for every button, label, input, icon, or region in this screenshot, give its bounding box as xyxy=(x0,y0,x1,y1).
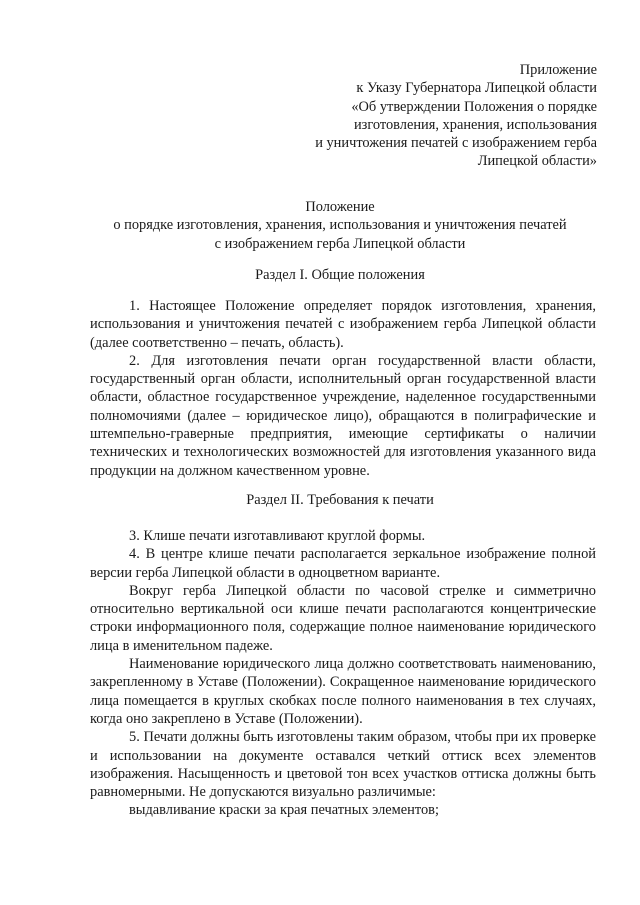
section-1-heading: Раздел I. Общие положения xyxy=(255,267,425,283)
appendix-line: Приложение xyxy=(519,62,597,78)
appendix-line: «Об утверждении Положения о порядке xyxy=(351,98,597,115)
section-1-body xyxy=(90,297,596,480)
appendix-header xyxy=(267,61,597,171)
document-title xyxy=(60,198,620,253)
appendix-line: изготовления, хранения, использования xyxy=(353,116,597,133)
title-line: о порядке изготовления, хранения, использования и уничтожения печатей xyxy=(113,217,567,234)
paragraph: 3. Клише печати изготавливают круглой формы. xyxy=(129,528,426,544)
paragraph: 1. Настоящее Положение определяет порядок изготовления, хранения, использования и уничтожения печатей с изображением герба Липецкой области (далее соответственно – печать, область). xyxy=(90,298,596,351)
appendix-line: Липецкой области» xyxy=(477,153,597,170)
title-line: Положение xyxy=(305,199,375,215)
paragraph: Вокруг герба Липецкой области по часовой стрелке и симметрично относительно вертикальной оси клише печати располагаются концентрические строки информационного поля, содержащие полное наименование юридического лица в именительном падеже. xyxy=(90,582,596,654)
paragraph: 5. Печати должны быть изготовлены таким образом, чтобы при их проверке и использовании на документе оставался четкий оттиск всех элементов изображения. Насыщенность и цветовой тон всех участков оттиска должны быть равномерными. Не допускаются визуально различимые: xyxy=(90,729,596,801)
title-line: с изображением герба Липецкой области xyxy=(214,235,466,252)
appendix-line: и уничтожения печатей с изображением герба xyxy=(315,135,597,152)
paragraph: 2. Для изготовления печати орган государственной власти области, государственный орган области, исполнительный орган государственной власти области, областное государственное учреждение, наделенное государственными полномочиями (далее – юридическое лицо), обращаются в полиграфические и штемпельно-граверные предприятия, имеющие сертификаты о наличии технических и технологических возможностей для изготовления указанного вида продукции на должном качественном уровне. xyxy=(90,352,596,479)
paragraph: 4. В центре клише печати располагается зеркальное изображение полной версии герба Липецкой области в одноцветном варианте. xyxy=(90,546,596,581)
paragraph: Наименование юридического лица должно соответствовать наименованию, закрепленному в Уставе (Положении). Сокращенное наименование юридического лица помещается в круглых скобках после полного наименования в тех случаях, когда оно закреплено в Уставе (Положении). xyxy=(90,656,596,727)
section-2-body xyxy=(90,527,596,820)
section-2-heading: Раздел II. Требования к печати xyxy=(246,492,434,508)
appendix-line: к Указу Губернатора Липецкой области xyxy=(356,80,597,97)
paragraph: выдавливание краски за края печатных элементов; xyxy=(129,802,439,819)
